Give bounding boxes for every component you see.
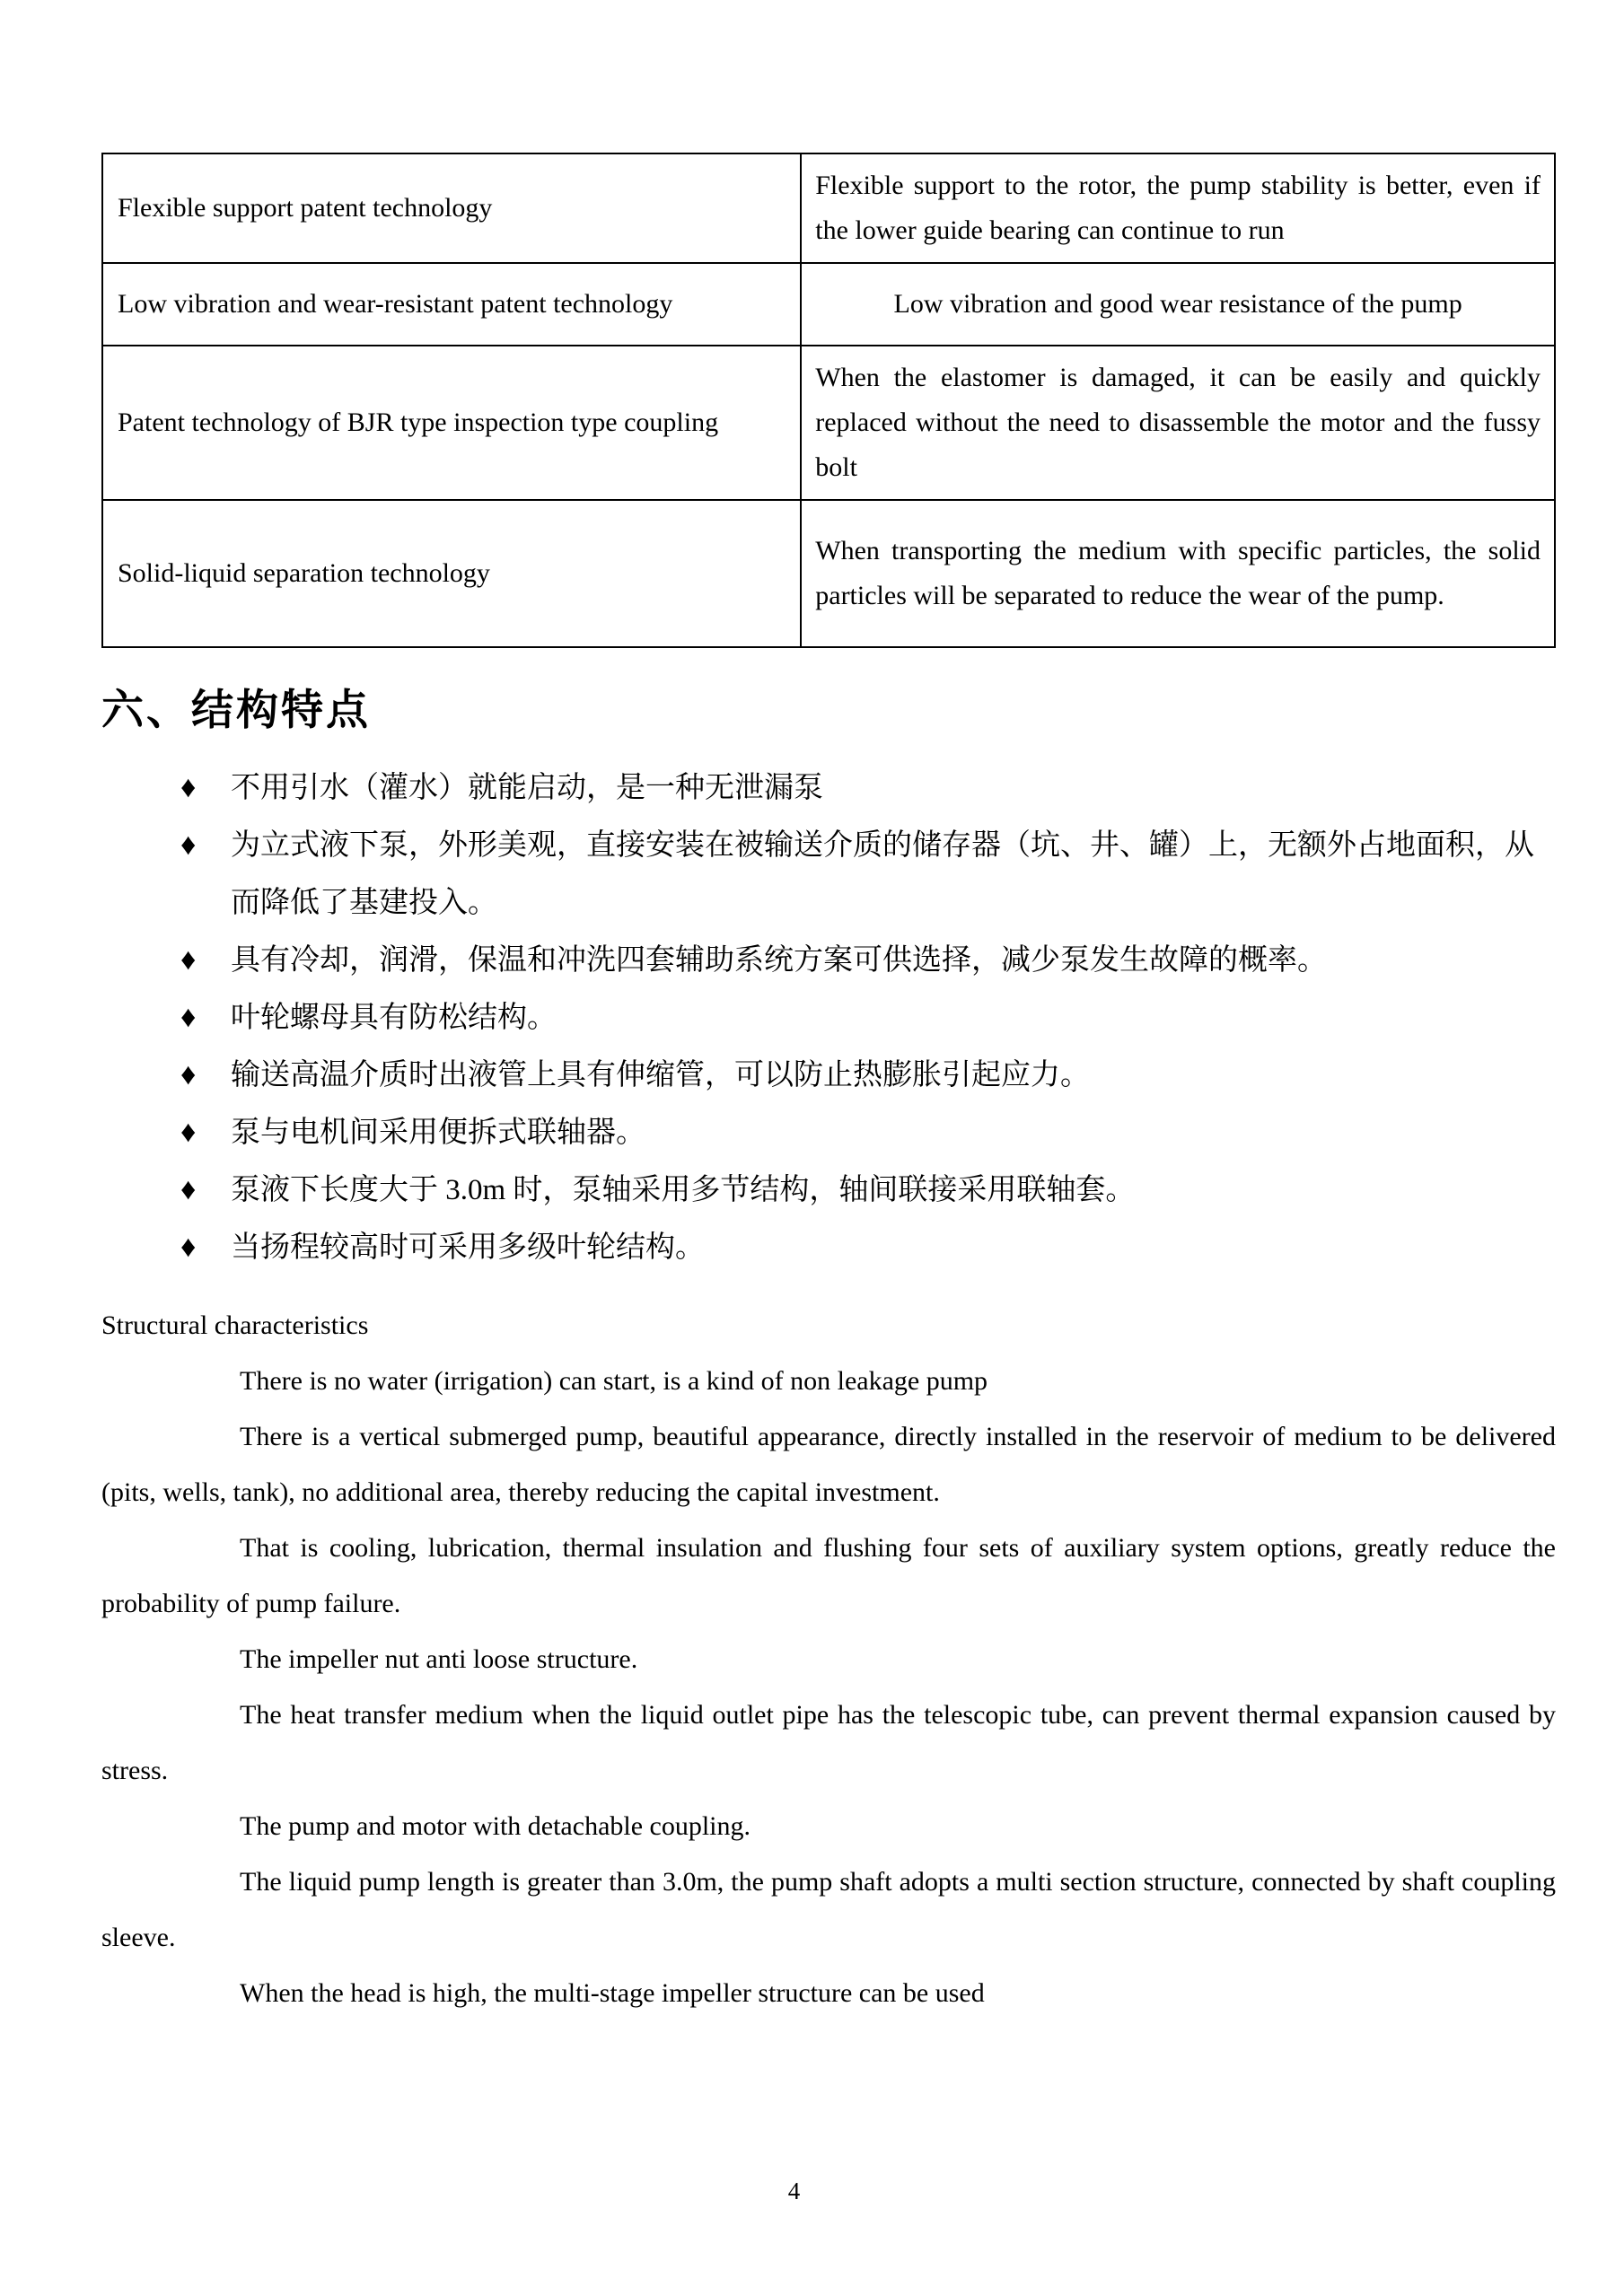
paragraph: The liquid pump length is greater than 3.0m, the pump shaft adopts a multi section structure, connected by shaft coupling sleeve.: [101, 1867, 1556, 1952]
patent-technology-table: [101, 153, 1556, 648]
feature-cell: Patent technology of BJR type inspection type coupling: [102, 346, 801, 500]
bullet-text: 具有冷却，润滑，保温和冲洗四套辅助系统方案可供选择，减少泵发生故障的概率。: [231, 944, 1327, 977]
description-cell: Low vibration and good wear resistance of the pump: [801, 263, 1555, 346]
bullet-text: 泵液下长度大于 3.0m 时，泵轴采用多节结构，轴间联接采用联轴套。: [231, 1174, 1136, 1206]
paragraph: The heat transfer medium when the liquid outlet pipe has the telescopic tube, can prevent thermal expansion caused by stress.: [101, 1700, 1556, 1785]
paragraph: The impeller nut anti loose structure.: [240, 1644, 638, 1674]
list-item: [101, 759, 1556, 817]
feature-cell: Low vibration and wear-resistant patent technology: [102, 263, 801, 346]
bullet-text: 泵与电机间采用便拆式联轴器。: [231, 1117, 645, 1149]
diamond-bullet-icon: ♦: [180, 1001, 197, 1034]
diamond-bullet-icon: ♦: [180, 828, 197, 862]
table-row: [102, 153, 1555, 263]
page-number: 4: [787, 2178, 801, 2204]
english-section-heading: Structural characteristics: [101, 1310, 369, 1340]
list-item: [101, 1219, 1556, 1276]
feature-cell: Solid-liquid separation technology: [102, 500, 801, 647]
diamond-bullet-icon: ♦: [180, 1173, 197, 1206]
list-item: [101, 1161, 1556, 1219]
table-row: [102, 500, 1555, 647]
paragraph: When the head is high, the multi-stage impeller structure can be used: [240, 1978, 985, 2008]
list-item: [101, 932, 1556, 989]
english-translation-section: [101, 1298, 1556, 2021]
description-cell: When the elastomer is damaged, it can be easily and quickly replaced without the need to disassemble the motor and the fussy bolt: [801, 346, 1555, 500]
bullet-text: 叶轮螺母具有防松结构。: [231, 1002, 557, 1034]
bullet-text: 为立式液下泵，外形美观，直接安装在被输送介质的储存器（坑、井、罐）上，无额外占地面积，从而降低了基建投入。: [231, 829, 1534, 919]
diamond-bullet-icon: ♦: [180, 1116, 197, 1149]
diamond-bullet-icon: ♦: [180, 1231, 197, 1264]
bullet-text: 不用引水（灌水）就能启动，是一种无泄漏泵: [231, 772, 823, 804]
description-cell: Flexible support to the rotor, the pump stability is better, even if the lower guide bearing can continue to run: [801, 153, 1555, 263]
list-item: [101, 817, 1556, 932]
paragraph: The pump and motor with detachable coupling.: [240, 1811, 751, 1841]
paragraph: That is cooling, lubrication, thermal insulation and flushing four sets of auxiliary system options, greatly reduce the probability of pump failure.: [101, 1533, 1556, 1618]
list-item: [101, 1047, 1556, 1104]
list-item: [101, 989, 1556, 1047]
section-heading-structural-features: 六、结构特点: [101, 686, 371, 733]
list-item: [101, 1104, 1556, 1161]
description-cell: When transporting the medium with specific particles, the solid particles will be separated to reduce the wear of the pump.: [801, 500, 1555, 647]
diamond-bullet-icon: ♦: [180, 1058, 197, 1091]
diamond-bullet-icon: ♦: [180, 771, 197, 804]
feature-cell: Flexible support patent technology: [102, 153, 801, 263]
paragraph: There is a vertical submerged pump, beautiful appearance, directly installed in the reservoir of medium to be delivered (pits, wells, tank), no additional area, thereby reducing the capital investment.: [101, 1422, 1556, 1507]
diamond-bullet-icon: ♦: [180, 943, 197, 977]
bullet-text: 当扬程较高时可采用多级叶轮结构。: [231, 1231, 705, 1264]
paragraph: There is no water (irrigation) can start, is a kind of non leakage pump: [240, 1366, 988, 1396]
table-row: [102, 263, 1555, 346]
table-row: [102, 346, 1555, 500]
bullet-text: 输送高温介质时出液管上具有伸缩管，可以防止热膨胀引起应力。: [231, 1059, 1090, 1091]
feature-bullet-list: [101, 759, 1556, 1276]
